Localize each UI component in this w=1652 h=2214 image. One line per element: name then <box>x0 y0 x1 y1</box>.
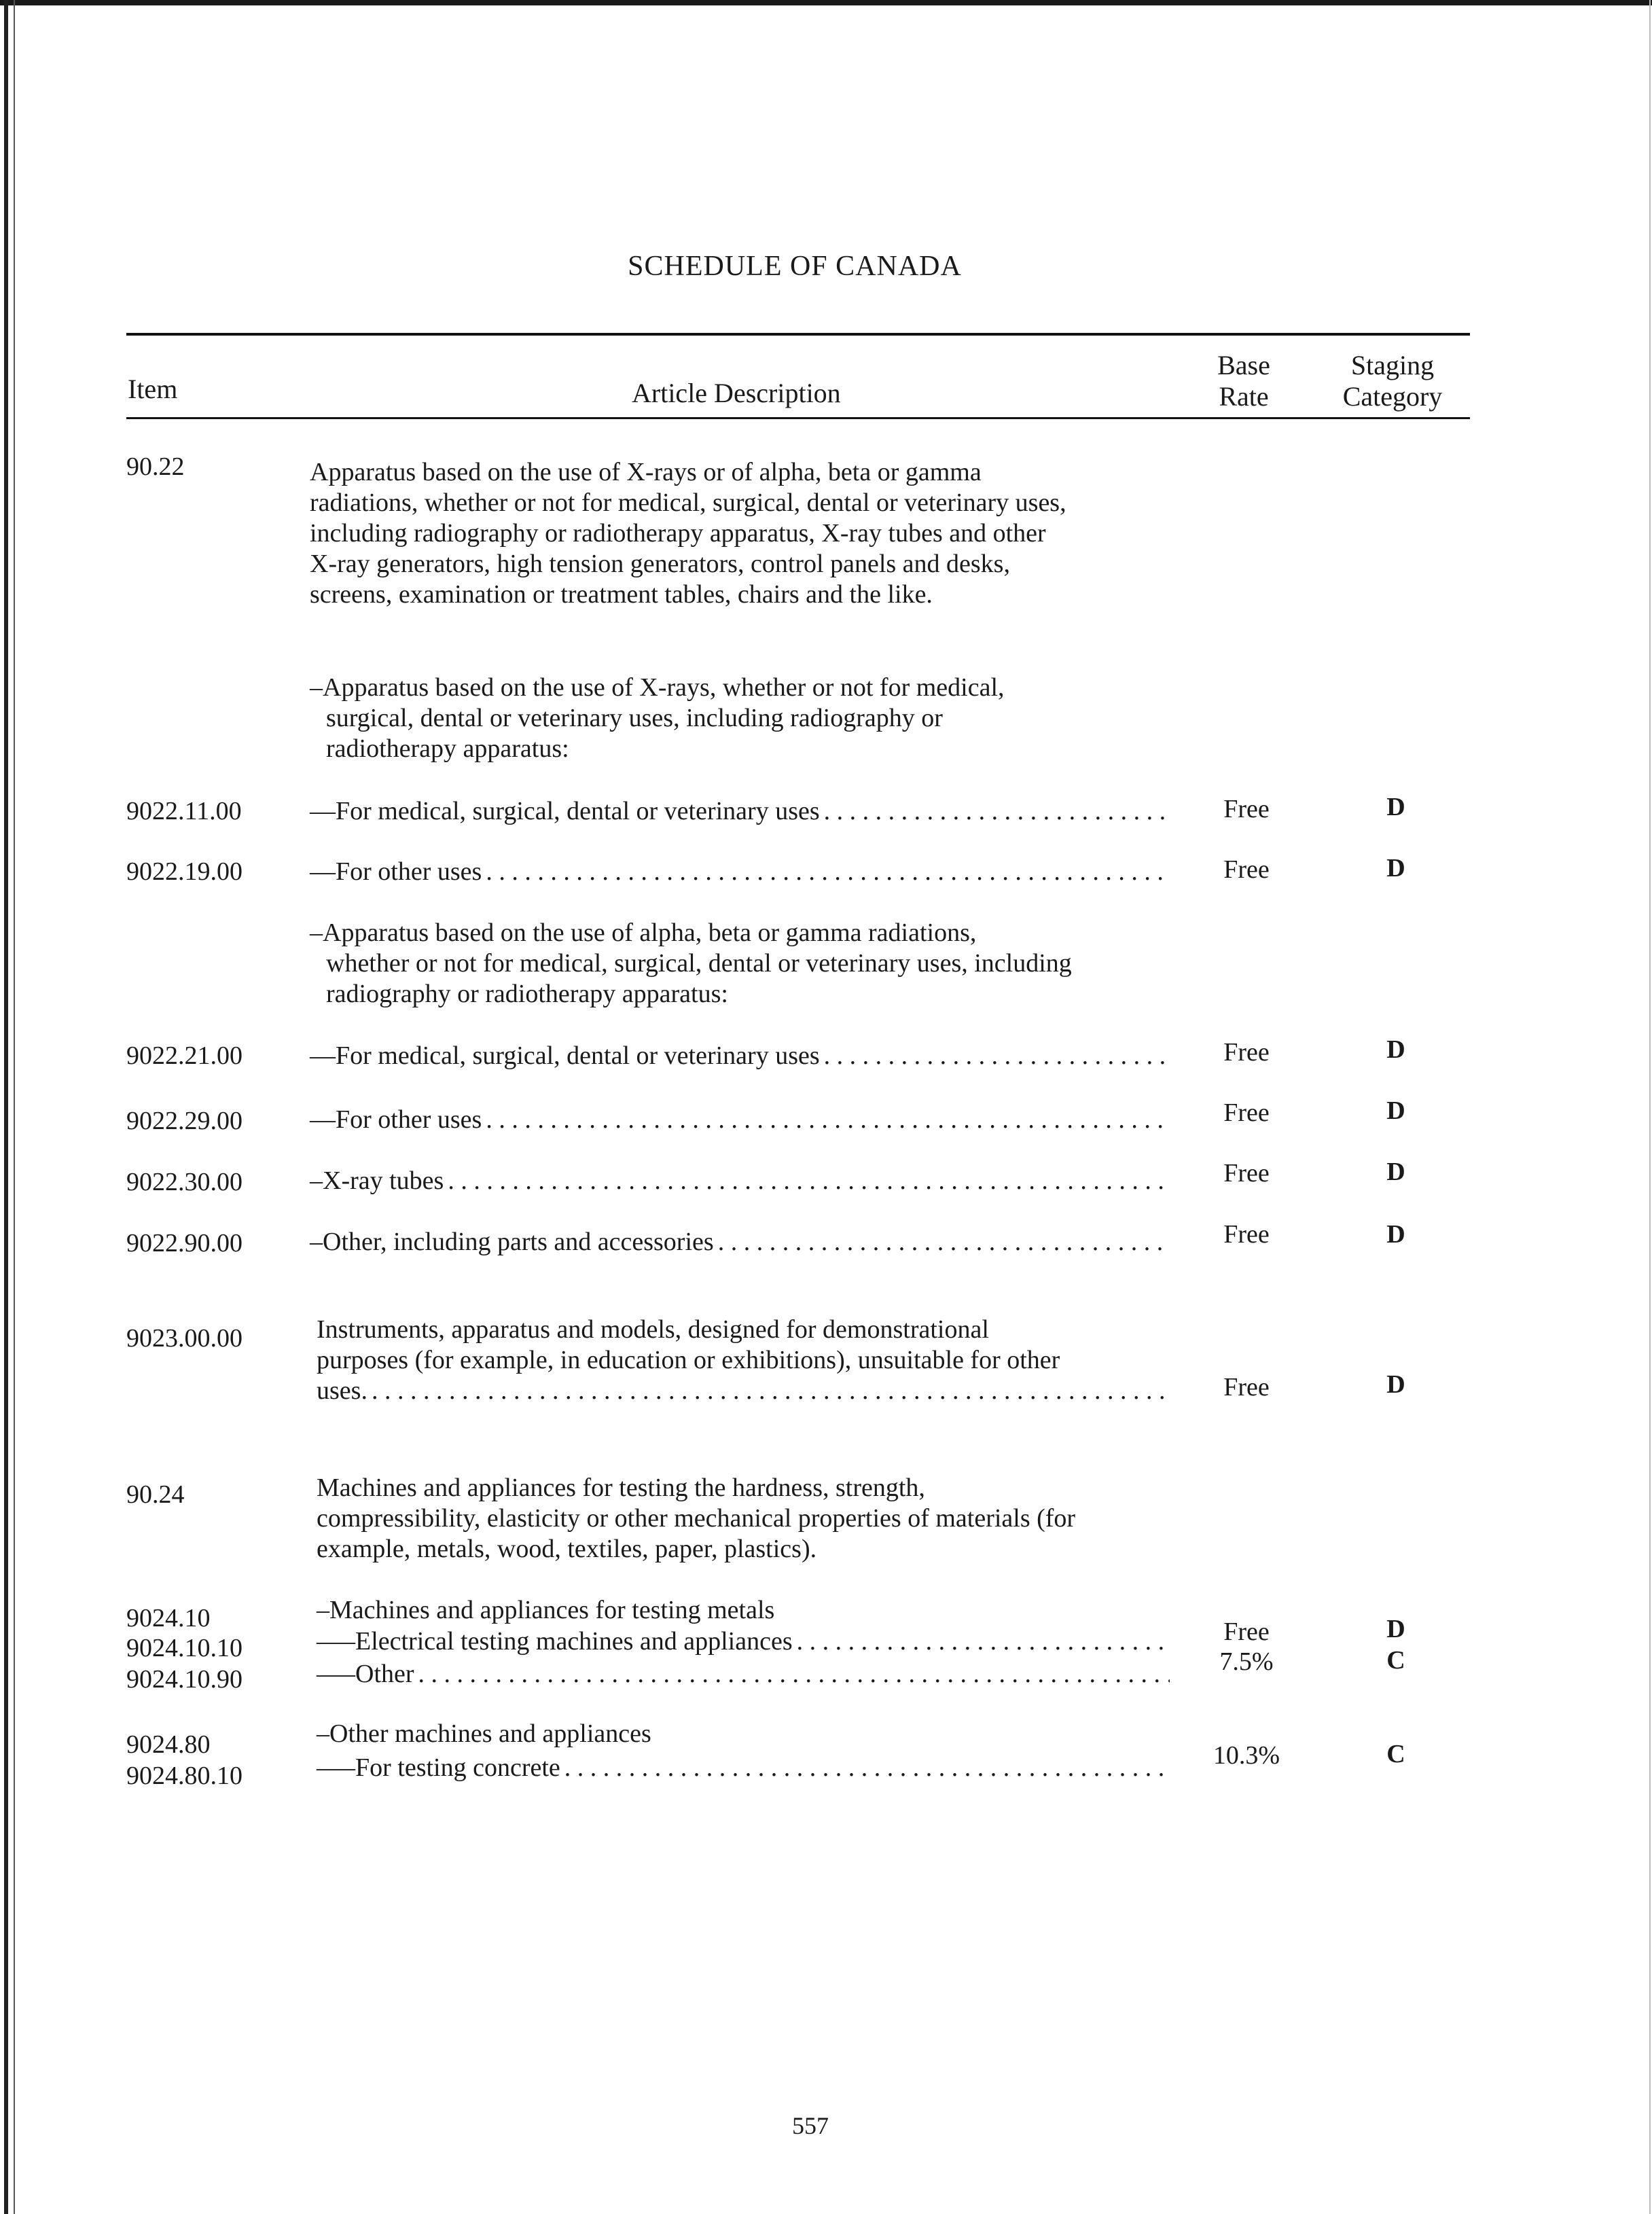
base-rate: Free <box>1223 1373 1270 1401</box>
scan-border-top <box>0 0 1652 5</box>
staging-category: C <box>1386 1740 1405 1768</box>
desc-line: surgical, dental or veterinary uses, including radiography or <box>326 704 943 732</box>
leader-row <box>310 1041 1170 1071</box>
header-article-description: Article Description <box>632 378 841 408</box>
header-base-rate <box>1213 350 1274 412</box>
leader-row <box>317 1626 1170 1657</box>
header-base-rate-line2: Rate <box>1219 381 1269 412</box>
row-description: –Machines and appliances for testing metals <box>317 1596 775 1624</box>
table-top-rule <box>126 333 1470 336</box>
staging-category: D <box>1386 793 1405 821</box>
staging-category: D <box>1386 1220 1405 1249</box>
scan-border-right <box>1649 0 1651 2214</box>
staging-category: D <box>1386 1158 1405 1186</box>
staging-category: D <box>1386 1096 1405 1125</box>
leader-row <box>317 1376 1170 1406</box>
desc-line: screens, examination or treatment tables, chairs and the like. <box>310 580 933 609</box>
desc-line: X-ray generators, high tension generators, control panels and desks, <box>310 550 1010 578</box>
item-code: 9022.11.00 <box>126 797 242 825</box>
item-code: 9022.30.00 <box>126 1168 243 1196</box>
leader-row <box>310 857 1170 887</box>
page-number: 557 <box>792 2112 829 2139</box>
item-code: 9022.19.00 <box>126 857 243 886</box>
leader-dots <box>797 1626 1170 1657</box>
staging-category: D <box>1386 1035 1405 1064</box>
row-description-tail: uses. <box>317 1376 367 1405</box>
base-rate: Free <box>1223 855 1270 884</box>
desc-line: –Apparatus based on the use of alpha, beta or gamma radiations, <box>310 918 977 947</box>
header-item: Item <box>128 374 178 404</box>
row-description: –Other, including parts and accessories <box>310 1228 714 1256</box>
item-code: 9024.10.10 <box>126 1634 243 1662</box>
item-code: 9024.10.90 <box>126 1665 243 1694</box>
staging-category: D <box>1386 1615 1405 1643</box>
item-code: 9023.00.00 <box>126 1324 243 1353</box>
item-code: 9022.29.00 <box>126 1107 243 1135</box>
row-description: ––For medical, surgical, dental or veterinary uses <box>310 797 820 825</box>
base-rate: Free <box>1223 1159 1270 1188</box>
desc-line: radiotherapy apparatus: <box>326 734 569 763</box>
header-staging-line2: Category <box>1342 381 1443 412</box>
row-description <box>317 1315 1060 1376</box>
desc-line: example, metals, wood, textiles, paper, plastics). <box>317 1535 817 1563</box>
base-rate: Free <box>1223 1618 1270 1646</box>
subheading-description <box>310 673 1005 764</box>
base-rate: 10.3% <box>1213 1741 1280 1770</box>
leader-dots <box>718 1227 1170 1257</box>
header-staging-category <box>1331 350 1454 412</box>
base-rate: Free <box>1223 1220 1270 1249</box>
row-description: –Other machines and appliances <box>317 1719 651 1748</box>
item-code: 9024.10 <box>126 1604 211 1632</box>
scan-border-left-inner <box>14 0 15 2214</box>
header-staging-line1: Staging <box>1350 350 1435 380</box>
leader-dots <box>448 1166 1170 1196</box>
row-description: ––For other uses <box>310 1105 482 1134</box>
row-description: ––For medical, surgical, dental or veterinary uses <box>310 1041 820 1070</box>
leader-dots <box>486 857 1170 887</box>
desc-line: purposes (for example, in education or exhibitions), unsuitable for other <box>317 1346 1060 1374</box>
item-code: 9024.80.10 <box>126 1762 243 1790</box>
heading-description <box>310 457 1066 610</box>
desc-line: –Apparatus based on the use of X-rays, whether or not for medical, <box>310 673 1005 702</box>
leader-dots <box>824 796 1170 827</box>
leader-dots <box>372 1376 1170 1406</box>
item-code: 90.22 <box>126 452 185 481</box>
leader-row <box>310 1166 1170 1196</box>
base-rate: Free <box>1223 795 1270 823</box>
leader-dots <box>418 1659 1170 1690</box>
staging-category: C <box>1386 1646 1405 1675</box>
desc-line: including radiography or radiotherapy apparatus, X-ray tubes and other <box>310 519 1046 548</box>
page-title: SCHEDULE OF CANADA <box>628 251 962 282</box>
leader-row <box>317 1753 1170 1783</box>
leader-row <box>317 1659 1170 1690</box>
item-code: 9022.90.00 <box>126 1229 243 1257</box>
desc-line: whether or not for medical, surgical, dental or veterinary uses, including <box>326 949 1072 978</box>
subheading-description <box>310 918 1072 1010</box>
row-description: ––For other uses <box>310 857 482 886</box>
desc-line: Apparatus based on the use of X-rays or of alpha, beta or gamma <box>310 458 982 486</box>
desc-line: compressibility, elasticity or other mechanical properties of materials (for <box>317 1504 1076 1533</box>
scan-border-left <box>4 0 8 2214</box>
base-rate: Free <box>1223 1099 1270 1127</box>
leader-dots <box>486 1105 1170 1135</box>
staging-category: D <box>1386 1370 1405 1399</box>
desc-line: radiations, whether or not for medical, surgical, dental or veterinary uses, <box>310 488 1066 517</box>
table-header-rule <box>126 417 1470 419</box>
row-description: –––Electrical testing machines and appliances <box>317 1627 793 1656</box>
row-description: –––For testing concrete <box>317 1753 560 1782</box>
leader-row <box>310 1105 1170 1135</box>
item-code: 9022.21.00 <box>126 1041 243 1070</box>
row-description: –X-ray tubes <box>310 1166 444 1195</box>
base-rate: Free <box>1223 1038 1270 1067</box>
row-description: –––Other <box>317 1660 414 1688</box>
staging-category: D <box>1386 854 1405 882</box>
base-rate: 7.5% <box>1219 1647 1274 1676</box>
item-code: 90.24 <box>126 1480 185 1509</box>
desc-line: radiography or radiotherapy apparatus: <box>326 980 728 1008</box>
heading-description <box>317 1473 1075 1565</box>
leader-row <box>310 796 1170 827</box>
leader-dots <box>824 1041 1170 1071</box>
desc-line: Instruments, apparatus and models, designed for demonstrational <box>317 1315 989 1344</box>
header-base-rate-line1: Base <box>1217 350 1270 380</box>
desc-line: Machines and appliances for testing the hardness, strength, <box>317 1474 925 1502</box>
leader-dots <box>564 1753 1170 1783</box>
item-code: 9024.80 <box>126 1730 211 1759</box>
leader-row <box>310 1227 1170 1257</box>
